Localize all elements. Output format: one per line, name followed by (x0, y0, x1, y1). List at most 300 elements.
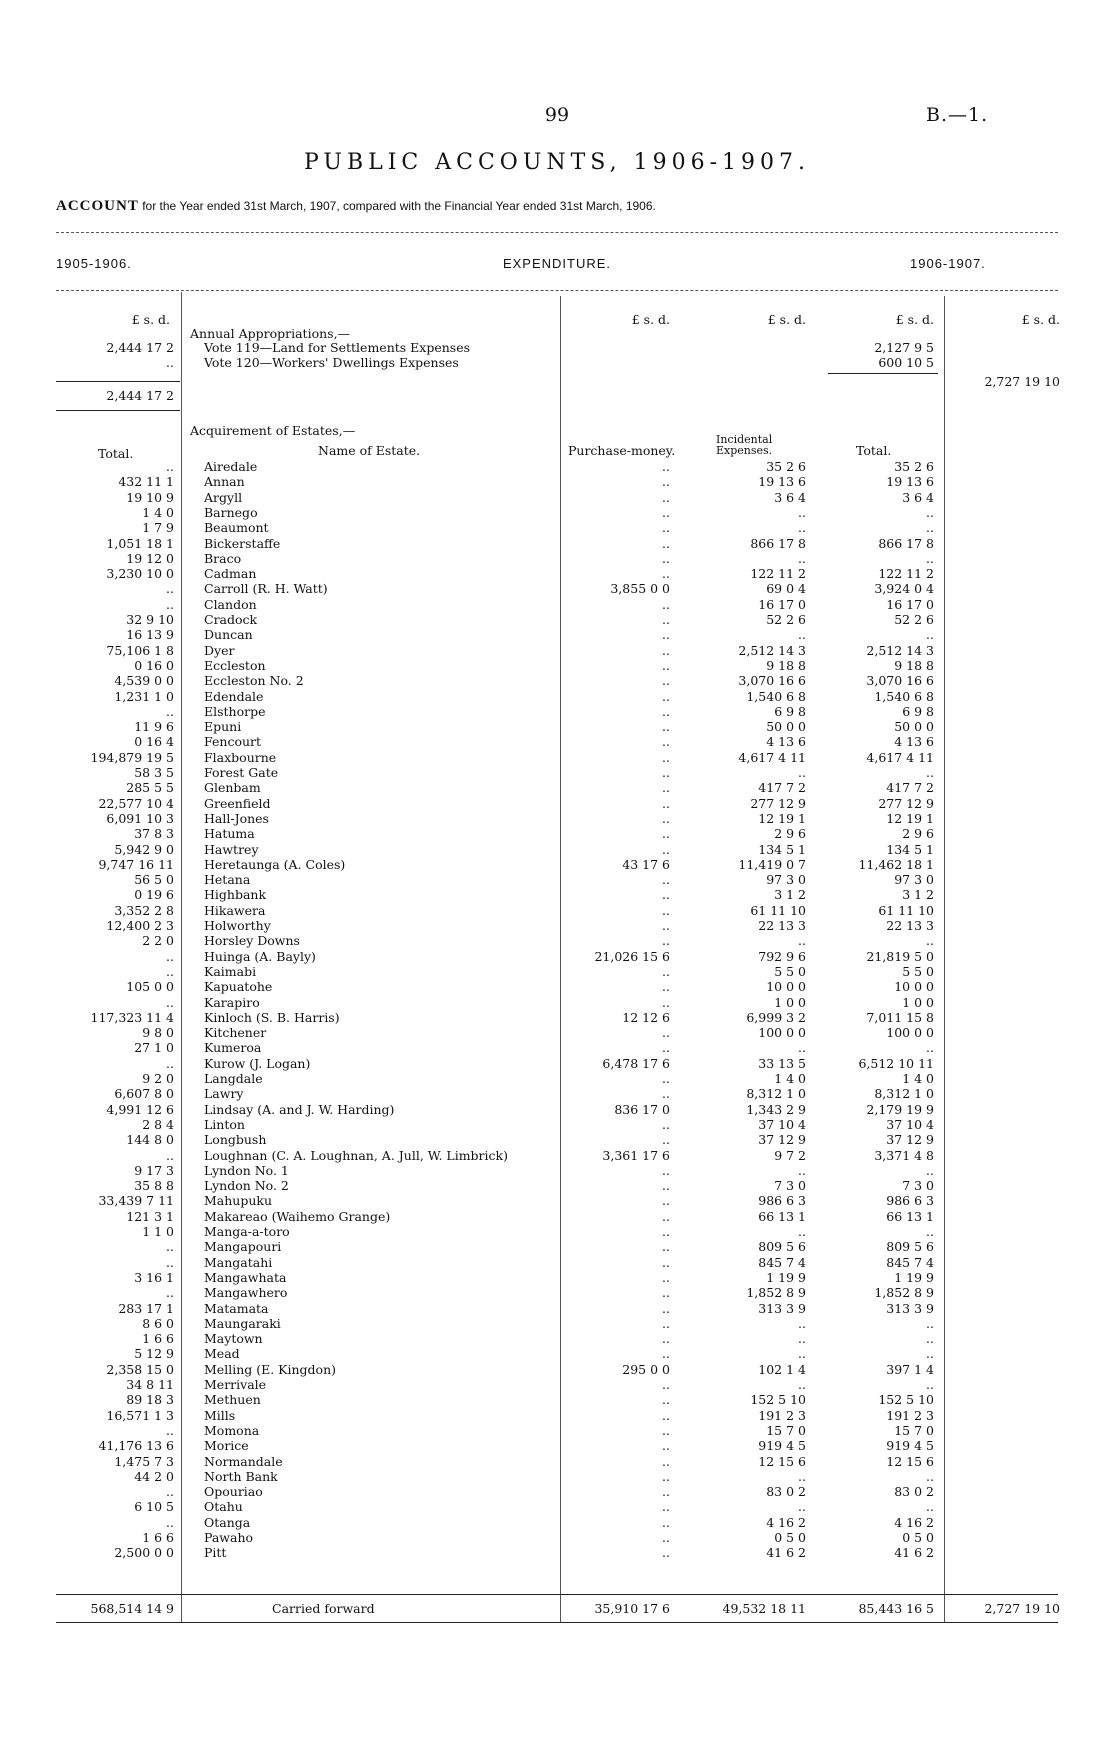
incidental-cell: 3 1 2 (774, 887, 806, 903)
prev-total-cell: 8 6 0 (142, 1315, 174, 1331)
incidental-cell: 845 7 4 (758, 1254, 806, 1270)
prev-total-cell: 2 2 0 (142, 933, 174, 949)
estate-total-cell: 5 5 0 (902, 963, 934, 979)
prev-total-cell: .. (166, 1285, 174, 1301)
prev-total-cell: 9 8 0 (142, 1025, 174, 1041)
incidental-cell: 5 5 0 (774, 963, 806, 979)
estate-name-cell: Greenfield (204, 795, 271, 811)
table-row (0, 1239, 1114, 1254)
table-row (0, 1530, 1114, 1545)
estate-total-cell: 866 17 8 (878, 535, 934, 551)
prev-total-cell: 89 18 3 (126, 1392, 174, 1408)
prev-total-cell: 121 3 1 (126, 1208, 174, 1224)
estate-name-cell: Hawtrey (204, 841, 259, 857)
incidental-cell: .. (798, 1499, 806, 1515)
estate-total-cell: 9 18 8 (894, 657, 934, 673)
purchase-money-cell: .. (662, 459, 670, 474)
table-row (0, 658, 1114, 673)
vote119-label: Vote 119—Land for Settlements Expenses (204, 340, 471, 355)
estate-total-header: Total. (856, 443, 892, 458)
table-row (0, 1193, 1114, 1208)
estate-total-cell: 122 11 2 (878, 566, 934, 582)
estate-name-cell: Mead (204, 1346, 240, 1362)
prev-total-cell: 6,607 8 0 (114, 1086, 174, 1102)
incidental-cell: 16 17 0 (758, 596, 806, 612)
incidental-cell: 33 13 5 (758, 1055, 806, 1071)
table-row (0, 1132, 1114, 1147)
estate-name-cell: Flaxbourne (204, 749, 277, 765)
estate-total-cell: 10 0 0 (894, 979, 934, 995)
incidental-cell: 69 0 4 (766, 581, 806, 597)
incidental-cell: 50 0 0 (766, 719, 806, 735)
incidental-cell: .. (798, 1468, 806, 1484)
prev-total-cell: .. (166, 963, 174, 979)
prev-total-cell: 9 17 3 (134, 1162, 174, 1178)
estate-name-header: Name of Estate. (318, 443, 421, 458)
table-row (0, 581, 1114, 596)
prev-total-cell: 22,577 10 4 (98, 795, 174, 811)
table-row (0, 551, 1114, 566)
estate-name-cell: Annan (204, 474, 245, 490)
purchase-money-cell: .. (662, 979, 670, 995)
prev-total-cell: .. (166, 1239, 174, 1255)
estate-name-cell: Holworthy (204, 918, 271, 933)
prev-total-cell: 3,230 10 0 (106, 566, 174, 582)
purchase-money-cell: .. (662, 1116, 670, 1132)
incidental-cell: 277 12 9 (750, 795, 806, 811)
prev-total-cell: .. (166, 459, 174, 474)
prev-total-cell: .. (166, 1514, 174, 1530)
purchase-money-cell: .. (662, 642, 670, 658)
estate-name-cell: Longbush (204, 1132, 267, 1148)
vote119-prev: 2,444 17 2 (106, 340, 174, 355)
incidental-cell: 1 4 0 (774, 1071, 806, 1086)
table-row (0, 734, 1114, 749)
purchase-money-cell: .. (662, 1422, 670, 1438)
estate-name-cell: Hikawera (204, 902, 266, 918)
purchase-money-cell: .. (662, 918, 670, 933)
incidental-cell: 2,512 14 3 (738, 642, 806, 658)
estate-total-cell: .. (926, 1331, 934, 1347)
incidental-cell: 15 7 0 (766, 1422, 806, 1438)
table-row (0, 505, 1114, 520)
incidental-cell: .. (798, 765, 806, 780)
table-row (0, 887, 1114, 902)
table-row (0, 612, 1114, 627)
table-row (0, 627, 1114, 642)
purchase-money-cell: .. (662, 1377, 670, 1392)
lsd-header-tot: £ s. d. (895, 312, 934, 327)
incidental-cell: 792 9 6 (758, 948, 806, 964)
prev-total-cell: 105 0 0 (126, 979, 174, 995)
table-row (0, 1316, 1114, 1331)
estate-name-cell: Fencourt (204, 734, 262, 750)
estate-name-cell: Huinga (A. Bayly) (204, 948, 316, 964)
table-row (0, 689, 1114, 704)
prev-total-cell: .. (166, 596, 174, 612)
prev-total-cell: 0 19 6 (134, 887, 174, 903)
purchase-money-cell: .. (662, 489, 670, 505)
estate-name-cell: Otanga (204, 1514, 251, 1530)
incidental-cell: 41 6 2 (766, 1545, 806, 1561)
purchase-money-cell: .. (662, 1086, 670, 1102)
estate-name-cell: Kumeroa (204, 1040, 262, 1056)
prev-total-cell: 58 3 5 (134, 765, 174, 780)
vote-sum-rule (828, 373, 938, 374)
estate-total-cell: 7,011 15 8 (866, 1009, 934, 1025)
purchase-money-cell: .. (662, 826, 670, 842)
incidental-cell: 122 11 2 (750, 566, 806, 582)
incidental-cell: .. (798, 550, 806, 566)
estate-name-cell: Eccleston No. 2 (204, 673, 304, 689)
table-row (0, 1362, 1114, 1377)
table-row (0, 1025, 1114, 1040)
purchase-money-cell: 21,026 15 6 (594, 948, 670, 964)
purchase-money-cell: .. (662, 673, 670, 689)
estate-total-cell: 3,070 16 6 (866, 673, 934, 689)
incidental-cell: 152 5 10 (750, 1392, 806, 1408)
estate-total-cell: 3,924 0 4 (874, 581, 934, 597)
estate-total-cell: 3 1 2 (902, 887, 934, 903)
estate-total-cell: .. (926, 1040, 934, 1056)
incidental-cell: 313 3 9 (758, 1300, 806, 1316)
purchase-money-cell: 43 17 6 (622, 856, 670, 872)
prev-total-cell: 56 5 0 (134, 872, 174, 888)
estate-name-cell: Airedale (204, 459, 258, 474)
table-row (0, 459, 1114, 474)
estate-total-cell: 50 0 0 (894, 719, 934, 735)
estate-total-cell: .. (926, 1315, 934, 1331)
estate-total-cell: 83 0 2 (894, 1484, 934, 1500)
prev-total-cell: 35 8 8 (134, 1178, 174, 1194)
prev-total-cell: .. (166, 1484, 174, 1500)
purchase-money-cell: .. (662, 765, 670, 780)
purchase-money-cell: .. (662, 902, 670, 918)
estate-name-cell: Kapuatohe (204, 979, 273, 995)
estate-name-cell: Melling (E. Kingdon) (204, 1361, 337, 1377)
estate-name-cell: Braco (204, 550, 242, 566)
estate-name-cell: Otahu (204, 1499, 243, 1515)
purchase-money-cell: .. (662, 1071, 670, 1086)
lsd-header-grand: £ s. d. (1021, 312, 1060, 327)
estate-total-cell: 152 5 10 (878, 1392, 934, 1408)
table-row (0, 1331, 1114, 1346)
estate-total-cell: 22 13 3 (886, 918, 934, 933)
prev-total-cell: 0 16 4 (134, 734, 174, 750)
prev-total-cell: 12,400 2 3 (106, 918, 174, 933)
purchase-money-cell: .. (662, 1239, 670, 1255)
vote120-amount: 600 10 5 (878, 355, 934, 370)
prev-total-cell: 27 1 0 (134, 1040, 174, 1056)
table-row (0, 704, 1114, 719)
prev-total-cell: 9,747 16 11 (98, 856, 174, 872)
estate-total-cell: 97 3 0 (894, 872, 934, 888)
table-row (0, 1148, 1114, 1163)
purchase-money-cell: .. (662, 520, 670, 536)
table-row (0, 1408, 1114, 1423)
incidental-header: Incidental Expenses. (716, 433, 773, 457)
table-row (0, 1515, 1114, 1530)
purchase-money-cell: .. (662, 1392, 670, 1408)
purchase-money-cell: .. (662, 1484, 670, 1500)
estate-total-cell: .. (926, 504, 934, 520)
prev-total-cell: 34 8 11 (126, 1377, 174, 1392)
table-row (0, 1499, 1114, 1514)
table-row (0, 597, 1114, 612)
table-row (0, 995, 1114, 1010)
table-row (0, 918, 1114, 933)
table-row (0, 1270, 1114, 1285)
purchase-money-cell: 3,855 0 0 (610, 581, 670, 597)
incidental-cell: .. (798, 933, 806, 949)
purchase-money-cell: .. (662, 1300, 670, 1316)
estate-total-cell: 2 9 6 (902, 826, 934, 842)
incidental-cell: 2 9 6 (774, 826, 806, 842)
table-row (0, 1469, 1114, 1484)
estate-name-cell: Matamata (204, 1300, 269, 1316)
purchase-money-cell: .. (662, 550, 670, 566)
prev-total-cell: 0 16 0 (134, 657, 174, 673)
purchase-money-cell: 12 12 6 (622, 1009, 670, 1025)
estate-name-cell: Mangawhata (204, 1269, 287, 1285)
estate-total-cell: 919 4 5 (886, 1438, 934, 1454)
prev-total-cell: 2,358 15 0 (106, 1361, 174, 1377)
incidental-cell: 919 4 5 (758, 1438, 806, 1454)
estate-total-cell: 8,312 1 0 (874, 1086, 934, 1102)
estate-name-cell: Lyndon No. 2 (204, 1178, 289, 1194)
estate-total-cell: 986 6 3 (886, 1193, 934, 1209)
estate-name-cell: Maytown (204, 1331, 263, 1347)
table-row (0, 1423, 1114, 1438)
estate-name-cell: Mangapouri (204, 1239, 282, 1255)
incidental-cell: 9 18 8 (766, 657, 806, 673)
prev-total-cell: 1 7 9 (142, 520, 174, 536)
estate-total-cell: 66 13 1 (886, 1208, 934, 1224)
incidental-cell: 11,419 0 7 (738, 856, 806, 872)
purchase-money-cell: .. (662, 994, 670, 1010)
account-subtitle: for the Year ended 31st March, 1907, compared with the Financial Year ended 31st March, 1906. (142, 199, 656, 213)
column-year-left: 1905-1906. (56, 256, 132, 271)
purchase-money-header: Purchase-money. (568, 443, 676, 458)
estate-name-cell: Hatuma (204, 826, 255, 842)
prev-total-cell: 432 11 1 (118, 474, 174, 490)
estate-total-cell: 4,617 4 11 (866, 749, 934, 765)
estate-total-cell: 61 11 10 (878, 902, 934, 918)
purchase-money-cell: .. (662, 1530, 670, 1545)
table-row (0, 719, 1114, 734)
purchase-money-cell: .. (662, 1269, 670, 1285)
prev-total-cell: 16 13 9 (126, 627, 174, 643)
lsd-header-pm: £ s. d. (631, 312, 670, 327)
estate-name-cell: Highbank (204, 887, 267, 903)
estate-name-cell: Manga-a-toro (204, 1224, 290, 1239)
carried-label: Carried forward (272, 1601, 375, 1616)
purchase-money-cell: .. (662, 1208, 670, 1224)
purchase-money-cell: .. (662, 688, 670, 704)
purchase-money-cell: .. (662, 734, 670, 750)
table-row (0, 1209, 1114, 1224)
prev-total-cell: 19 12 0 (126, 550, 174, 566)
incidental-cell: 10 0 0 (766, 979, 806, 995)
prev-total-cell: .. (166, 1055, 174, 1071)
prev-total-cell: .. (166, 703, 174, 719)
annual-prev-total: 2,444 17 2 (106, 388, 174, 403)
estate-name-cell: Hall-Jones (204, 810, 269, 826)
table-row (0, 1377, 1114, 1392)
incidental-cell: 6,999 3 2 (746, 1009, 806, 1025)
table-row (0, 811, 1114, 826)
purchase-money-cell: .. (662, 1285, 670, 1301)
incidental-cell: 102 1 4 (758, 1361, 806, 1377)
estate-name-cell: Mahupuku (204, 1193, 273, 1209)
purchase-money-cell: 295 0 0 (622, 1361, 670, 1377)
prev-total-cell: 2 8 4 (142, 1116, 174, 1132)
carried-grand: 2,727 19 10 (984, 1601, 1060, 1616)
estate-name-cell: Kinloch (S. B. Harris) (204, 1009, 340, 1025)
prev-total-cell: 2,500 0 0 (114, 1545, 174, 1561)
prev-total-cell: 5,942 9 0 (114, 841, 174, 857)
purchase-money-cell: .. (662, 872, 670, 888)
incidental-cell: 83 0 2 (766, 1484, 806, 1500)
incidental-cell: 52 2 6 (766, 612, 806, 627)
estate-total-cell: 1,852 8 9 (874, 1285, 934, 1301)
estate-name-cell: Pitt (204, 1545, 227, 1561)
table-row (0, 643, 1114, 658)
incidental-cell: 134 5 1 (758, 841, 806, 857)
incidental-cell: .. (798, 627, 806, 643)
estate-name-cell: Cadman (204, 566, 257, 582)
estate-total-cell: 37 12 9 (886, 1132, 934, 1148)
table-row (0, 857, 1114, 872)
page-title: PUBLIC ACCOUNTS, 1906-1907. (304, 150, 810, 175)
purchase-money-cell: .. (662, 627, 670, 643)
estate-name-cell: Momona (204, 1422, 260, 1438)
incidental-cell: 12 15 6 (758, 1453, 806, 1469)
table-row (0, 780, 1114, 795)
purchase-money-cell: .. (662, 810, 670, 826)
estate-total-cell: .. (926, 765, 934, 780)
purchase-money-cell: .. (662, 474, 670, 490)
incidental-cell: 35 2 6 (766, 459, 806, 474)
incidental-cell: 1,852 8 9 (746, 1285, 806, 1301)
purchase-money-cell: .. (662, 933, 670, 949)
table-row (0, 979, 1114, 994)
table-row (0, 765, 1114, 780)
purchase-money-cell: .. (662, 1331, 670, 1347)
estate-total-cell: 3,371 4 8 (874, 1147, 934, 1163)
table-row (0, 1392, 1114, 1407)
estate-name-cell: Linton (204, 1116, 245, 1132)
table-row (0, 1301, 1114, 1316)
prev-total-cell: .. (166, 581, 174, 597)
estate-name-cell: Barnego (204, 504, 258, 520)
estate-name-cell: Carroll (R. H. Watt) (204, 581, 328, 597)
incidental-cell: 4 16 2 (766, 1514, 806, 1530)
prev-total-cell: 1 6 6 (142, 1331, 174, 1347)
incidental-cell: 4,617 4 11 (738, 749, 806, 765)
estate-total-cell: 19 13 6 (886, 474, 934, 490)
estate-name-cell: Hetana (204, 872, 251, 888)
estate-name-cell: Makareao (Waihemo Grange) (204, 1208, 391, 1224)
prev-total-cell: 1,231 1 0 (114, 688, 174, 704)
estate-name-cell: Langdale (204, 1071, 263, 1086)
incidental-cell: 3,070 16 6 (738, 673, 806, 689)
incidental-cell: 1,540 6 8 (746, 688, 806, 704)
estate-name-cell: Horsley Downs (204, 933, 300, 949)
incidental-cell: 809 5 6 (758, 1239, 806, 1255)
table-row (0, 1255, 1114, 1270)
estate-total-cell: 313 3 9 (886, 1300, 934, 1316)
table-row (0, 520, 1114, 535)
purchase-money-cell: .. (662, 1224, 670, 1239)
prev-total-cell: 283 17 1 (118, 1300, 174, 1316)
table-row (0, 474, 1114, 489)
table-row (0, 1117, 1114, 1132)
prev-total-cell: 32 9 10 (126, 612, 174, 627)
incidental-cell: 417 7 2 (758, 780, 806, 796)
estate-total-cell: 3 6 4 (902, 489, 934, 505)
table-row (0, 826, 1114, 841)
estate-name-cell: Lawry (204, 1086, 244, 1102)
account-heading: ACCOUNT (56, 198, 139, 214)
prev-total-cell: 1,051 18 1 (106, 535, 174, 551)
estate-name-cell: Lyndon No. 1 (204, 1162, 289, 1178)
table-row (0, 872, 1114, 887)
estate-total-cell: .. (926, 550, 934, 566)
table-row (0, 1545, 1114, 1560)
incidental-cell: .. (798, 1224, 806, 1239)
prev-total-cell: .. (166, 1147, 174, 1163)
carried-bottom-rule (56, 1622, 1058, 1623)
estate-name-cell: Pawaho (204, 1530, 254, 1545)
purchase-money-cell: .. (662, 1025, 670, 1041)
table-row (0, 903, 1114, 918)
prev-total-cell: 1 4 0 (142, 504, 174, 520)
estate-total-cell: 134 5 1 (886, 841, 934, 857)
table-row (0, 536, 1114, 551)
purchase-money-cell: .. (662, 795, 670, 811)
prev-total-cell: 117,323 11 4 (90, 1009, 174, 1025)
estate-total-cell: 809 5 6 (886, 1239, 934, 1255)
purchase-money-cell: .. (662, 887, 670, 903)
incidental-cell: 61 11 10 (750, 902, 806, 918)
incidental-cell: 8,312 1 0 (746, 1086, 806, 1102)
estate-name-cell: Cradock (204, 612, 258, 627)
table-row (0, 673, 1114, 688)
prev-total-cell: .. (166, 948, 174, 964)
incidental-cell: 7 3 0 (774, 1178, 806, 1194)
incidental-cell: 3 6 4 (774, 489, 806, 505)
incidental-cell: 100 0 0 (758, 1025, 806, 1041)
estate-name-cell: North Bank (204, 1468, 278, 1484)
incidental-cell: 986 6 3 (758, 1193, 806, 1209)
table-row (0, 1484, 1114, 1499)
estate-name-cell: Morice (204, 1438, 249, 1454)
purchase-money-cell: .. (662, 1162, 670, 1178)
estate-name-cell: Beaumont (204, 520, 269, 536)
estate-name-cell: Duncan (204, 627, 253, 643)
incidental-cell: .. (798, 1162, 806, 1178)
purchase-money-cell: 836 17 0 (614, 1101, 670, 1117)
table-row (0, 964, 1114, 979)
table-row (0, 1086, 1114, 1101)
prev-total-cell: 144 8 0 (126, 1132, 174, 1148)
table-row (0, 842, 1114, 857)
carried-tot: 85,443 16 5 (858, 1601, 934, 1616)
estate-name-cell: Forest Gate (204, 765, 279, 780)
prev-total-cell: .. (166, 994, 174, 1010)
header-rule (56, 290, 1058, 291)
